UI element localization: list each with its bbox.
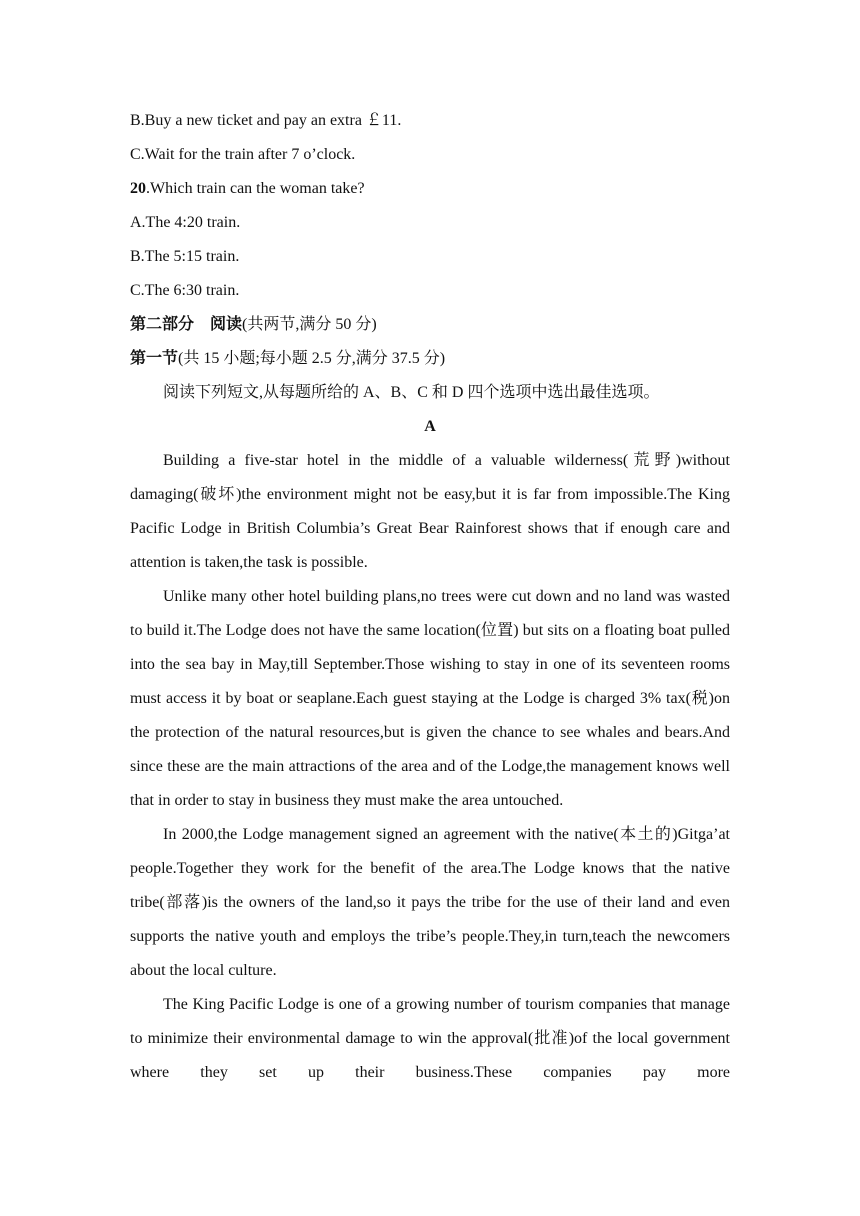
- passage-paragraph-2: Unlike many other hotel building plans,no trees were cut down and no land was wasted to build it.The Lodge does not have the same location(位置) but sits on a floating boat pulled into the sea bay in May,till September.Those wishing to stay in one of its seventeen rooms must access it by boat or seaplane.Each guest staying at the Lodge is charged 3% tax(税)on the protection of the natural resources,but is given the chance to see whales and bears.And since these are the main attractions of the area and of the Lodge,the management knows well that in order to stay in business they must make the area untouched.: [130, 588, 730, 809]
- subsection-title: 第一节: [130, 350, 179, 367]
- q20-option-c: C.The 6:30 train.: [130, 282, 240, 299]
- part-title: 第二部分: [130, 316, 195, 333]
- subsection-heading: [130, 342, 730, 376]
- q20-stem-line: [130, 172, 730, 206]
- q20-number: 20: [130, 180, 146, 197]
- part-name: 阅读: [210, 316, 243, 333]
- q19-option-c: C.Wait for the train after 7 o’clock.: [130, 146, 356, 163]
- instruction: 阅读下列短文,从每题所给的 A、B、C 和 D 四个选项中选出最佳选项。: [163, 384, 660, 401]
- q20-option-b: B.The 5:15 train.: [130, 248, 240, 265]
- passage-paragraph-4: The King Pacific Lodge is one of a growing number of tourism companies that manage to minimize their environmental damage to win the approval(批准)of the local government where they set up their business.These companies pay more: [130, 996, 730, 1081]
- passage-paragraph-3: In 2000,the Lodge management signed an agreement with the native(本土的)Gitga’at people.Together they work for the benefit of the area.The Lodge knows that the native tribe(部落)is the owners of the land,so it pays the tribe for the use of their land and even supports the native youth and employs the tribe’s people.They,in turn,teach the newcomers about the local culture.: [130, 826, 730, 979]
- subsection-note: (共 15 小题;每小题 2.5 分,满分 37.5 分): [178, 350, 446, 367]
- q20-option-a: A.The 4:20 train.: [130, 214, 241, 231]
- q19-option-b: B.Buy a new ticket and pay an extra ￡11.: [130, 112, 402, 129]
- passage-paragraph-1: Building a five-star hotel in the middle of a valuable wilderness(荒野)without damaging(破坏)the environment might not be easy,but it is far from impossible.The King Pacific Lodge in British Columbia’s Great Bear Rainforest shows that if enough care and attention is taken,the task is possible.: [130, 452, 730, 571]
- q20-stem: .Which train can the woman take?: [146, 180, 365, 197]
- document-page: [130, 104, 730, 1090]
- part-note: (共两节,满分 50 分): [242, 316, 377, 333]
- passage-label: A: [424, 418, 436, 435]
- part-heading: [130, 308, 730, 342]
